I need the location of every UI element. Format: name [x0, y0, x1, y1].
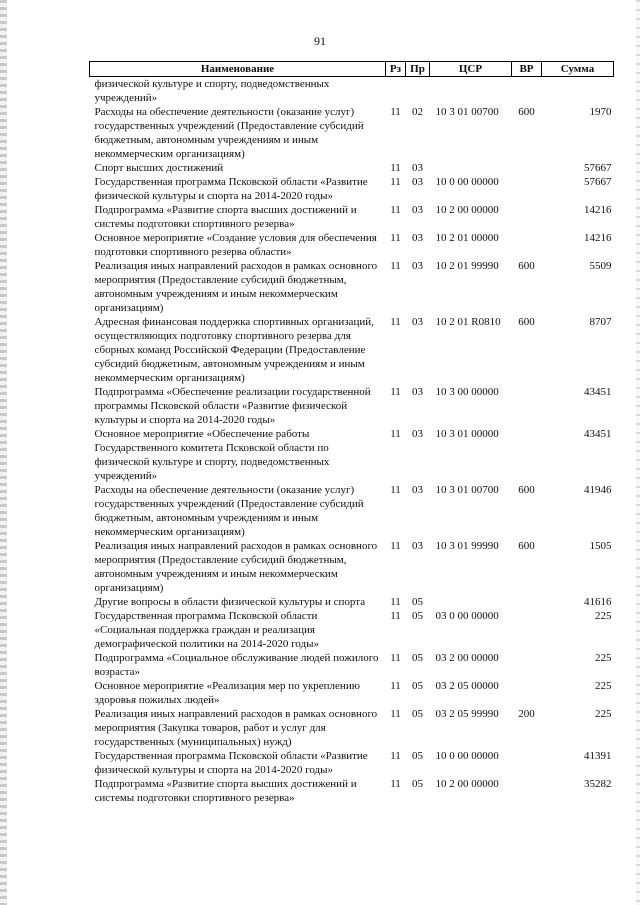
csr-cell: 10 3 01 00000: [435, 428, 499, 440]
pr-cell: 03: [412, 316, 423, 328]
rz-cell: 11: [390, 708, 401, 720]
header-csr: ЦСР: [430, 62, 512, 77]
table-row: [90, 707, 614, 749]
rz-cell: 11: [390, 750, 401, 762]
pr-cell: 05: [412, 652, 423, 664]
sum-cell: 225: [595, 708, 612, 720]
sum-cell: 5509: [589, 260, 612, 272]
rz-cell: 11: [390, 232, 401, 244]
vr-cell: 200: [518, 708, 535, 720]
pr-cell: 05: [412, 610, 423, 622]
csr-cell: 10 2 00 00000: [435, 204, 499, 216]
vr-cell: [512, 427, 542, 483]
table-row: [90, 679, 614, 707]
table-row: [90, 539, 614, 595]
name-cell: Государственная программа Псковской области «Развитие физической культуры и спорта на 2014-2020 годы»: [94, 176, 368, 202]
table-row: [90, 259, 614, 315]
pr-cell: 03: [412, 260, 423, 272]
vr-cell: 600: [518, 484, 535, 496]
csr-cell: 10 3 00 00000: [435, 386, 499, 398]
rz-cell: 11: [390, 106, 401, 118]
name-cell: Подпрограмма «Развитие спорта высших достижений и системы подготовки спортивного резерва»: [94, 778, 357, 804]
table-row: [90, 483, 614, 539]
rz-cell: 11: [390, 484, 401, 496]
rz-cell: 11: [390, 162, 401, 174]
vr-cell: [512, 651, 542, 679]
sum-cell: 35282: [584, 778, 612, 790]
pr-cell: 03: [412, 176, 423, 188]
sum-cell: 41616: [584, 596, 612, 608]
header-pr: Пр: [406, 62, 430, 77]
sum-cell: 225: [595, 652, 612, 664]
name-cell: Подпрограмма «Обеспечение реализации государственной программы Псковской области «Развитие физической культуры и спорта на 2014-2020 годы»: [94, 386, 371, 426]
csr-cell: 03 0 00 00000: [435, 610, 499, 622]
vr-cell: [512, 749, 542, 777]
rz-cell: 11: [390, 540, 401, 552]
csr-cell: 10 2 01 R0810: [435, 316, 501, 328]
table-row: [90, 175, 614, 203]
pr-cell: 03: [412, 428, 423, 440]
pr-cell: 02: [412, 106, 423, 118]
name-cell: Реализация иных направлений расходов в рамках основного мероприятия (Предоставление субсидий бюджетным, автономным учреждениям и иным некоммерческим организациям): [94, 260, 378, 314]
table-row: [90, 609, 614, 651]
sum-cell: 41391: [584, 750, 612, 762]
csr-cell: [430, 161, 512, 175]
name-cell: Расходы на обеспечение деятельности (оказание услуг) государственных учреждений (Предоставление субсидий бюджетным, автономным учреждениям и иным некоммерческим организациям): [94, 484, 364, 538]
vr-cell: [512, 679, 542, 707]
page-number: 91: [314, 34, 326, 48]
name-cell: физической культуре и спорту, подведомственных учреждений»: [94, 78, 330, 104]
table-row: [90, 231, 614, 259]
csr-cell: [430, 595, 512, 609]
rz-cell: 11: [390, 596, 401, 608]
vr-cell: [512, 161, 542, 175]
rz-cell: 11: [390, 204, 401, 216]
csr-cell: 03 2 05 00000: [435, 680, 499, 692]
name-cell: Государственная программа Псковской области «Развитие физической культуры и спорта на 2014-2020 годы»: [94, 750, 368, 776]
vr-cell: [512, 77, 542, 106]
header-rz: Рз: [386, 62, 406, 77]
name-cell: Подпрограмма «Социальное обслуживание людей пожилого возраста»: [94, 652, 379, 678]
csr-cell: 10 3 01 00700: [435, 106, 499, 118]
vr-cell: [512, 203, 542, 231]
pr-cell: 03: [412, 386, 423, 398]
table-header: [90, 62, 614, 77]
pr-cell: [406, 77, 430, 106]
csr-cell: 10 3 01 00700: [435, 484, 499, 496]
scan-edge-left: [0, 0, 7, 905]
pr-cell: 05: [412, 708, 423, 720]
vr-cell: [512, 385, 542, 427]
csr-cell: 10 0 00 00000: [435, 750, 499, 762]
sum-cell: 43451: [584, 386, 612, 398]
name-cell: Государственная программа Псковской области «Социальная поддержка граждан и реализация демографической политики на 2014-2020 годы»: [94, 610, 319, 650]
table-row: [90, 315, 614, 385]
pr-cell: 03: [412, 540, 423, 552]
rz-cell: 11: [390, 680, 401, 692]
vr-cell: [512, 595, 542, 609]
csr-cell: 10 3 01 99990: [435, 540, 499, 552]
sum-cell: 225: [595, 680, 612, 692]
vr-cell: [512, 231, 542, 259]
sum-cell: 57667: [584, 162, 612, 174]
sum-cell: 14216: [584, 204, 612, 216]
vr-cell: 600: [518, 316, 535, 328]
pr-cell: 05: [412, 680, 423, 692]
table-row: [90, 203, 614, 231]
csr-cell: 03 2 05 99990: [435, 708, 499, 720]
rz-cell: 11: [390, 652, 401, 664]
csr-cell: 10 2 01 00000: [435, 232, 499, 244]
table-row: [90, 427, 614, 483]
rz-cell: 11: [390, 176, 401, 188]
sum-cell: 57667: [584, 176, 612, 188]
vr-cell: [512, 777, 542, 805]
rz-cell: 11: [390, 386, 401, 398]
rz-cell: [386, 77, 406, 106]
table-row: [90, 385, 614, 427]
name-cell: Расходы на обеспечение деятельности (оказание услуг) государственных учреждений (Предоставление субсидий бюджетным, автономным учреждениям и иным некоммерческим организациям): [94, 106, 364, 160]
table-row: [90, 777, 614, 805]
vr-cell: 600: [518, 260, 535, 272]
pr-cell: 03: [412, 162, 423, 174]
vr-cell: 600: [518, 106, 535, 118]
rz-cell: 11: [390, 428, 401, 440]
name-cell: Подпрограмма «Развитие спорта высших достижений и системы подготовки спортивного резерва»: [94, 204, 357, 230]
pr-cell: 03: [412, 484, 423, 496]
name-cell: Адресная финансовая поддержка спортивных организаций, осуществляющих подготовку спортивного резерва для сборных команд Российской Федерации (Предоставление субсидий бюджетным, автономным учреждениям и иным некоммерческим организациям): [94, 316, 374, 384]
sum-cell: 43451: [584, 428, 612, 440]
table-row: [90, 595, 614, 609]
header-name: Наименование: [90, 62, 386, 77]
name-cell: Другие вопросы в области физической культуры и спорта: [94, 596, 366, 608]
rz-cell: 11: [390, 778, 401, 790]
name-cell: Основное мероприятие «Реализация мер по укреплению здоровья пожилых людей»: [94, 680, 360, 706]
header-sum: Сумма: [542, 62, 614, 77]
sum-cell: [542, 77, 614, 106]
budget-table: [89, 61, 614, 805]
csr-cell: 10 2 01 99990: [435, 260, 499, 272]
vr-cell: [512, 609, 542, 651]
pr-cell: 05: [412, 778, 423, 790]
table-row: [90, 161, 614, 175]
pr-cell: 05: [412, 596, 423, 608]
pr-cell: 03: [412, 204, 423, 216]
pr-cell: 03: [412, 232, 423, 244]
name-cell: Реализация иных направлений расходов в рамках основного мероприятия (Предоставление субсидий бюджетным, автономным учреждениям и иным некоммерческим организациям): [94, 540, 378, 594]
vr-cell: 600: [518, 540, 535, 552]
name-cell: Основное мероприятие «Обеспечение работы Государственного комитета Псковской области по физической культуре и спорту, подведомственных учреждений»: [94, 428, 330, 482]
rz-cell: 11: [390, 610, 401, 622]
header-vr: ВР: [512, 62, 542, 77]
csr-cell: 10 0 00 00000: [435, 176, 499, 188]
sum-cell: 14216: [584, 232, 612, 244]
name-cell: Спорт высших достижений: [94, 162, 224, 174]
name-cell: Основное мероприятие «Создание условия для обеспечения подготовки спортивного резерва области»: [94, 232, 377, 258]
rz-cell: 11: [390, 316, 401, 328]
rz-cell: 11: [390, 260, 401, 272]
csr-cell: [430, 77, 512, 106]
vr-cell: [512, 175, 542, 203]
sum-cell: 225: [595, 610, 612, 622]
table-row: [90, 749, 614, 777]
csr-cell: 03 2 00 00000: [435, 652, 499, 664]
sum-cell: 41946: [584, 484, 612, 496]
table-row: [90, 651, 614, 679]
table-row: [90, 77, 614, 106]
name-cell: Реализация иных направлений расходов в рамках основного мероприятия (Закупка товаров, работ и услуг для государственных (муниципальных) нужд): [94, 708, 378, 748]
scan-edge-right: [636, 0, 640, 905]
sum-cell: 8707: [589, 316, 612, 328]
table-body: [90, 77, 614, 806]
table-row: [90, 105, 614, 161]
sum-cell: 1970: [589, 106, 612, 118]
sum-cell: 1505: [589, 540, 612, 552]
csr-cell: 10 2 00 00000: [435, 778, 499, 790]
pr-cell: 05: [412, 750, 423, 762]
